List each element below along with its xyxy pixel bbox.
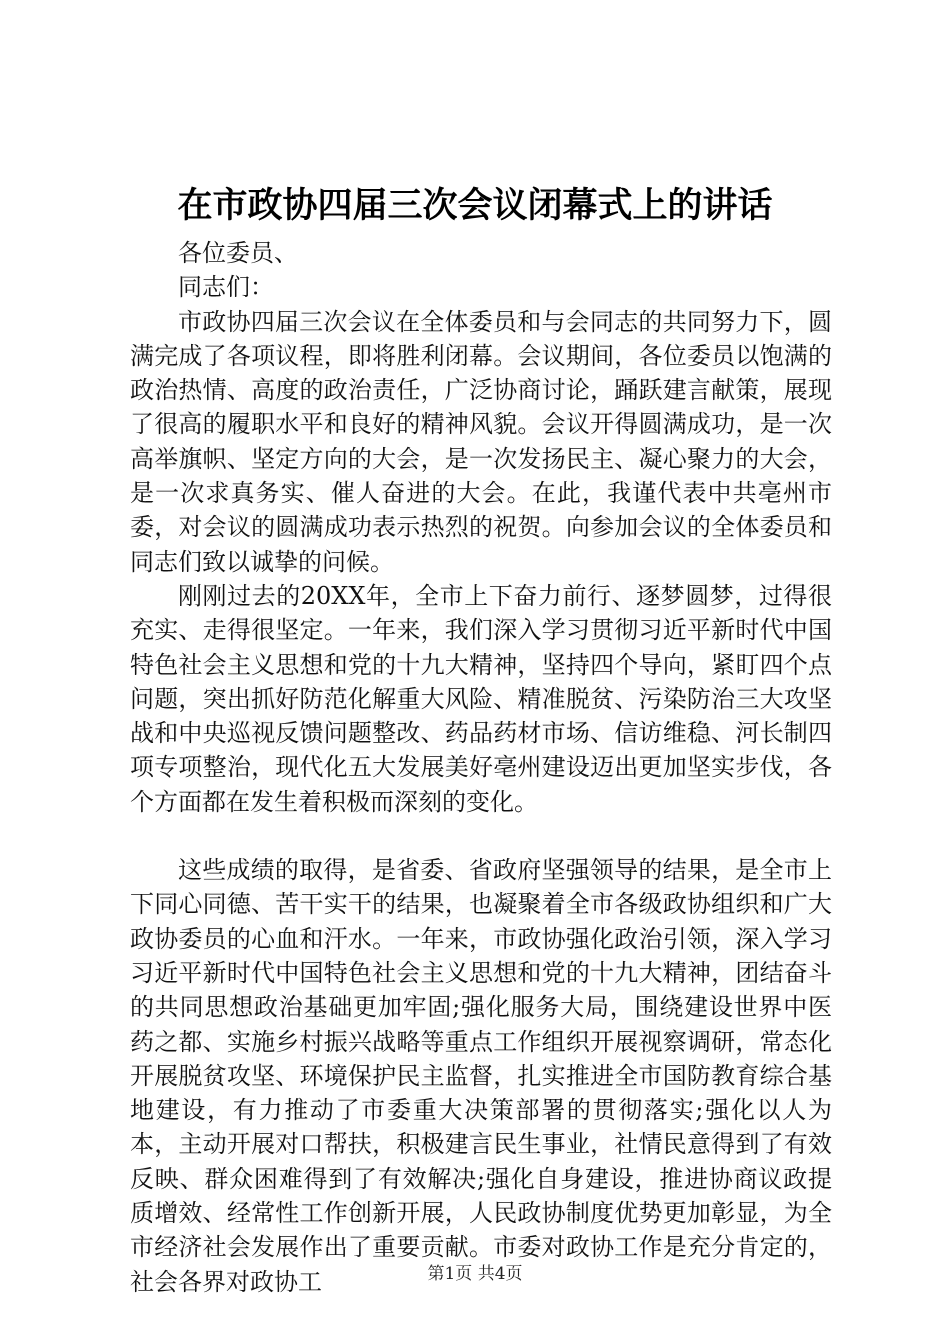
salutation-line-1: 各位委员、 — [178, 239, 298, 267]
paragraph-3: 这些成绩的取得，是省委、省政府坚强领导的结果，是全市上下同心同德、苦干实干的结果，也凝聚着全市各级政协组织和广大政协委员的心血和汗水。一年来，市政协强化政治引领，深入学习习近平新时代中国特色社会主义思想和党的十九大精神，团结奋斗的共同思想政治基础更加牢固;强化服务大局，围绕建设世界中医药之都、实施乡村振兴战略等重点工作组织开展视察调研，常态化开展脱贫攻坚、环境保护民主监督，扎实推进全市国防教育综合基地建设，有力推动了市委重大决策部署的贯彻落实;强化以人为本，主动开展对口帮扶，积极建言民生事业，社情民意得到了有效反映、群众困难得到了有效解决;强化自身建设，推进协商议政提质增效、经常性工作创新开展，人民政协制度优势更加彰显，为全市经济社会发展作出了重要贡献。市委对政协工作是充分肯定的，社会各界对政协工 — [130, 856, 832, 1296]
salutation-line-2: 同志们： — [178, 273, 274, 302]
document-title: 在市政协四届三次会议闭幕式上的讲话 — [177, 185, 773, 226]
paragraph-2: 刚刚过去的20XX年，全市上下奋力前行、逐梦圆梦，过得很充实、走得很坚定。一年来，我们深入学习贯彻习近平新时代中国特色社会主义思想和党的十九大精神，坚持四个导向，紧盯四个点问题，突出抓好防范化解重大风险、精准脱贫、污染防治三大攻坚战和中央巡视反馈问题整改、药品药材市场、信访维稳、河长制四项专项整治，现代化五大发展美好亳州建设迈出更加坚实步伐，各个方面都在发生着积极而深刻的变化。 — [130, 581, 832, 816]
page-number-footer: 第1页 共4页 — [427, 1264, 523, 1284]
paragraph-1: 市政协四届三次会议在全体委员和与会同志的共同努力下，圆满完成了各项议程，即将胜利闭幕。会议期间，各位委员以饱满的政治热情、高度的政治责任，广泛协商讨论，踊跃建言献策，展现了很高的履职水平和良好的精神风貌。会议开得圆满成功，是一次高举旗帜、坚定方向的大会，是一次发扬民主、凝心聚力的大会，是一次求真务实、催人奋进的大会。在此，我谨代表中共亳州市委，对会议的圆满成功表示热烈的祝贺。向参加会议的全体委员和同志们致以诚挚的问候。 — [130, 307, 832, 576]
document-body — [130, 236, 832, 1299]
